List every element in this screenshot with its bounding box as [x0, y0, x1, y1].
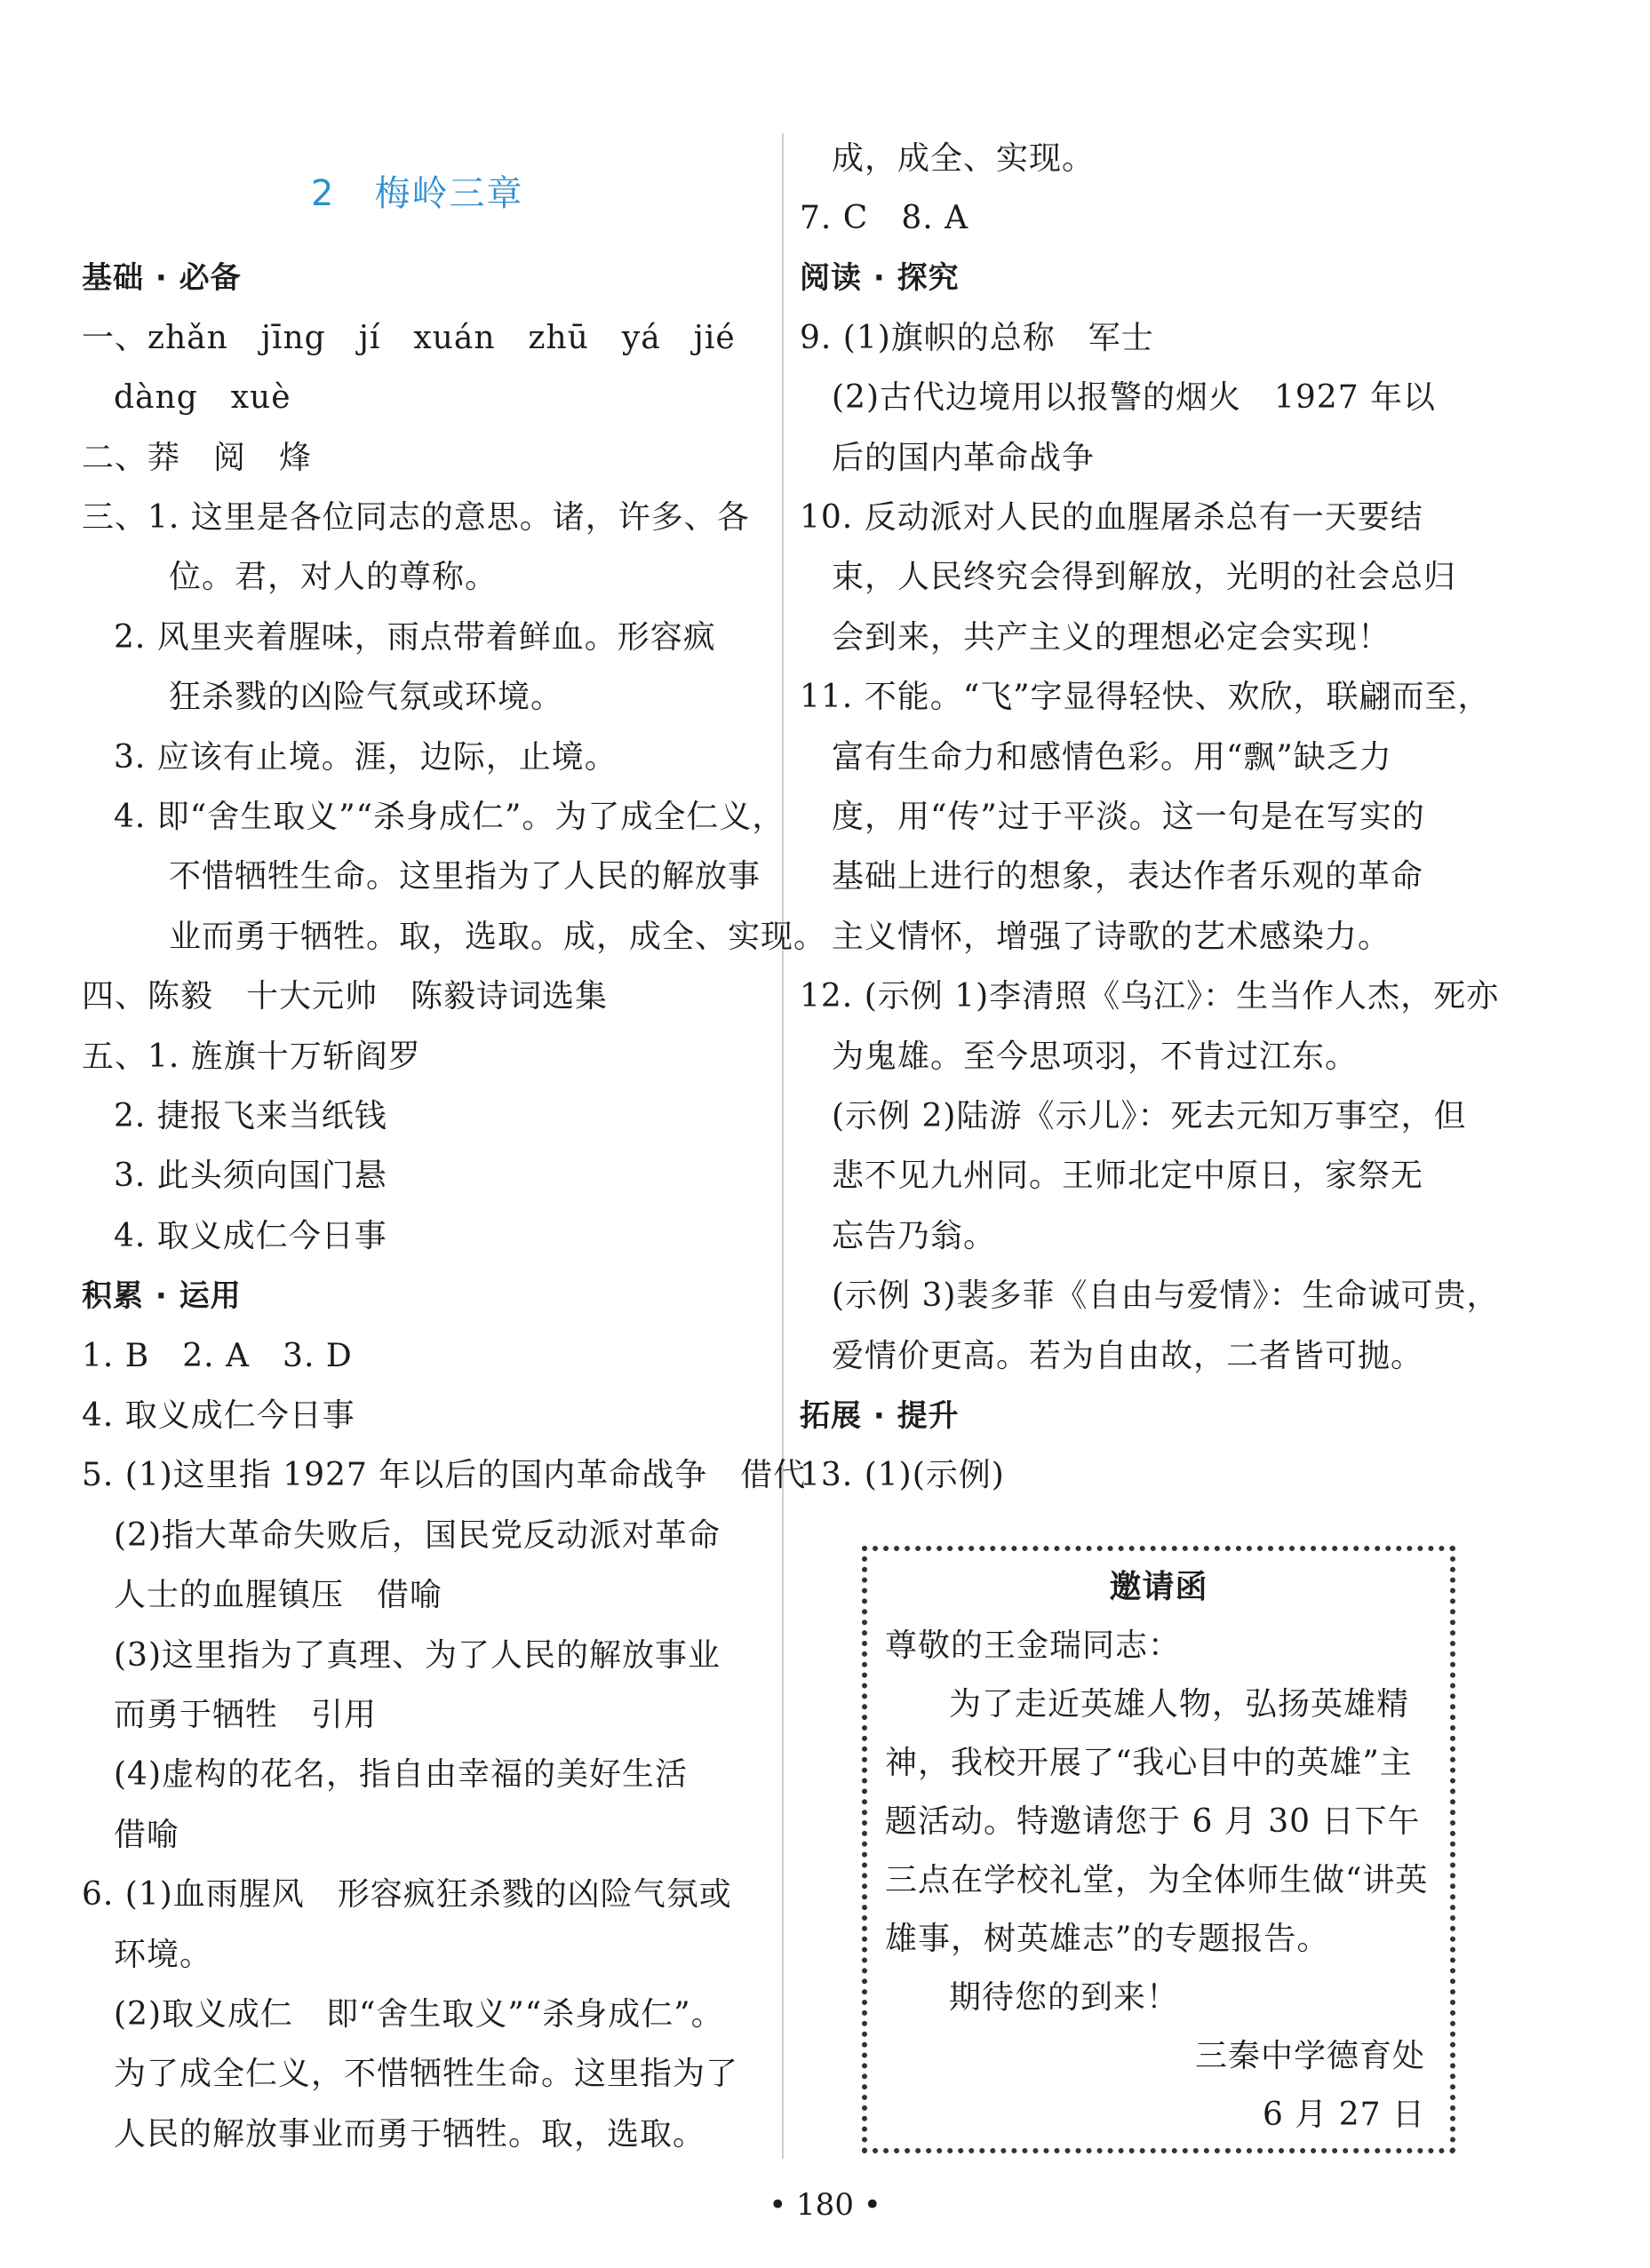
answer-line: 2. 风里夹着腥味，雨点带着鲜血。形容疯 — [114, 619, 716, 656]
answer-line: 6. (1)血雨腥风 形容疯狂杀戮的凶险气氛或 — [82, 1876, 732, 1913]
answer-line: 2. 捷报飞来当纸钱 — [114, 1098, 387, 1134]
letter-line: 期待您的到来！ — [949, 1979, 1180, 2016]
answer-line: dàng xuè — [114, 379, 291, 416]
invitation-letter — [867, 1551, 1450, 2148]
answer-line: 位。君，对人的尊称。 — [169, 559, 498, 595]
answer-line: 基础上进行的想象，表达作者乐观的革命 — [832, 858, 1424, 895]
letter-title: 邀请函 — [1109, 1569, 1208, 1605]
answer-line: 5. (1)这里指 1927 年以后的国内革命战争 借代 — [82, 1457, 807, 1493]
letter-line: 雄事，树英雄志”的专题报告。 — [885, 1921, 1330, 1957]
letter-line: 三点在学校礼堂，为全体师生做“讲英 — [885, 1862, 1429, 1898]
answer-line: (2)古代边境用以报警的烟火 1927 年以 — [832, 379, 1437, 416]
answer-line: (示例 3)裴多菲《自由与爱情》：生命诚可贵， — [832, 1277, 1500, 1314]
answer-line: 人士的血腥镇压 借喻 — [114, 1577, 443, 1613]
answer-line: 五、1. 旌旗十万斩阎罗 — [82, 1039, 421, 1075]
answer-line: (2)指大革命失败后，国民党反动派对革命 — [114, 1517, 721, 1554]
letter-line: 为了走近英雄人物，弘扬英雄精 — [949, 1686, 1410, 1723]
answer-line: 狂杀戮的凶险气氛或环境。 — [169, 679, 564, 715]
answer-line: 4. 取义成仁今日事 — [82, 1397, 355, 1434]
answer-line: 三、1. 这里是各位同志的意思。诸，许多、各 — [82, 499, 750, 536]
answer-line: 10. 反动派对人民的血腥屠杀总有一天要结 — [800, 499, 1423, 536]
answer-line: 人民的解放事业而勇于牺牲。取，选取。 — [114, 2116, 706, 2153]
answer-line: (4)虚构的花名，指自由幸福的美好生活 — [114, 1756, 688, 1793]
answer-line: 一、zhǎn jīng jí xuán zhū yá jié — [82, 320, 736, 356]
answer-line: 主义情怀，增强了诗歌的艺术感染力。 — [832, 919, 1391, 955]
answer-line: (2)取义成仁 即“舍生取义”“杀身成仁”。 — [114, 1996, 724, 2033]
answer-line: 借喻 — [114, 1817, 180, 1853]
section-heading: 拓展 · 提升 — [800, 1398, 960, 1434]
answer-line: 9. (1)旗帜的总称 军士 — [800, 320, 1154, 356]
answer-line: (3)这里指为了真理、为了人民的解放事业 — [114, 1637, 721, 1674]
letter-line: 6 月 27 日 — [1262, 2097, 1425, 2133]
answer-line: 12. (示例 1)李清照《乌江》：生当作人杰，死亦 — [800, 978, 1500, 1015]
answer-line: 爱情价更高。若为自由故，二者皆可抛。 — [832, 1338, 1424, 1374]
answer-line: 后的国内革命战争 — [832, 440, 1096, 476]
answer-line: 4. 即“舍生取义”“杀身成仁”。为了成全仁义， — [114, 799, 785, 835]
answer-line: 7. C 8. A — [800, 200, 969, 236]
letter-line: 三秦中学德育处 — [1194, 2038, 1425, 2074]
letter-line: 题活动。特邀请您于 6 月 30 日下午 — [885, 1803, 1421, 1840]
letter-line: 神，我校开展了“我心目中的英雄”主 — [885, 1745, 1413, 1781]
answer-line: 忘告乃翁。 — [832, 1218, 997, 1254]
answer-line: 业而勇于牺牲。取，选取。成，成全、实现。 — [169, 919, 827, 955]
page-title — [311, 165, 523, 216]
section-heading: 基础 · 必备 — [82, 260, 242, 296]
answer-line: 二、莽 阅 烽 — [82, 440, 313, 476]
answer-line: (示例 2)陆游《示儿》：死去元知万事空，但 — [832, 1098, 1467, 1134]
answer-line: 度，用“传”过于平淡。这一句是在写实的 — [832, 799, 1425, 835]
answer-line: 而勇于牺牲 引用 — [114, 1697, 378, 1733]
section-heading: 阅读 · 探究 — [800, 260, 960, 296]
answer-line: 四、陈毅 十大元帅 陈毅诗词选集 — [82, 978, 609, 1015]
answer-line: 13. (1)(示例) — [800, 1457, 1005, 1493]
invitation-letter-box — [862, 1546, 1455, 2153]
title-text: 梅岭三章 — [374, 173, 524, 214]
answer-line: 11. 不能。“飞”字显得轻快、欢欣，联翩而至， — [800, 679, 1491, 715]
answer-line: 环境。 — [114, 1937, 213, 1973]
section-heading: 积累 · 运用 — [82, 1278, 242, 1314]
answer-line: 束，人民终究会得到解放，光明的社会总归 — [832, 559, 1457, 595]
letter-line: 尊敬的王金瑞同志： — [885, 1627, 1182, 1664]
answer-line: 悲不见九州同。王师北定中原日，家祭无 — [832, 1158, 1424, 1194]
answer-line: 不惜牺牲生命。这里指为了人民的解放事 — [169, 858, 761, 895]
answer-line: 成，成全、实现。 — [832, 140, 1096, 177]
answer-line: 3. 应该有止境。涯，边际，止境。 — [114, 739, 618, 776]
answer-line: 富有生命力和感情色彩。用“飘”缺乏力 — [832, 739, 1392, 776]
answer-line: 3. 此头须向国门悬 — [114, 1158, 387, 1194]
answer-line: 1. B 2. A 3. D — [82, 1338, 353, 1374]
title-number: 2 — [311, 173, 336, 214]
answer-line: 为了成全仁义，不惜牺牲生命。这里指为了 — [114, 2056, 739, 2092]
answer-line: 会到来，共产主义的理想必定会实现！ — [832, 619, 1391, 656]
answer-line: 为鬼雄。至今思项羽，不肯过江东。 — [832, 1039, 1359, 1075]
page-number: • 180 • — [769, 2187, 881, 2223]
column-divider — [782, 133, 784, 2159]
answer-line: 4. 取义成仁今日事 — [114, 1218, 387, 1254]
